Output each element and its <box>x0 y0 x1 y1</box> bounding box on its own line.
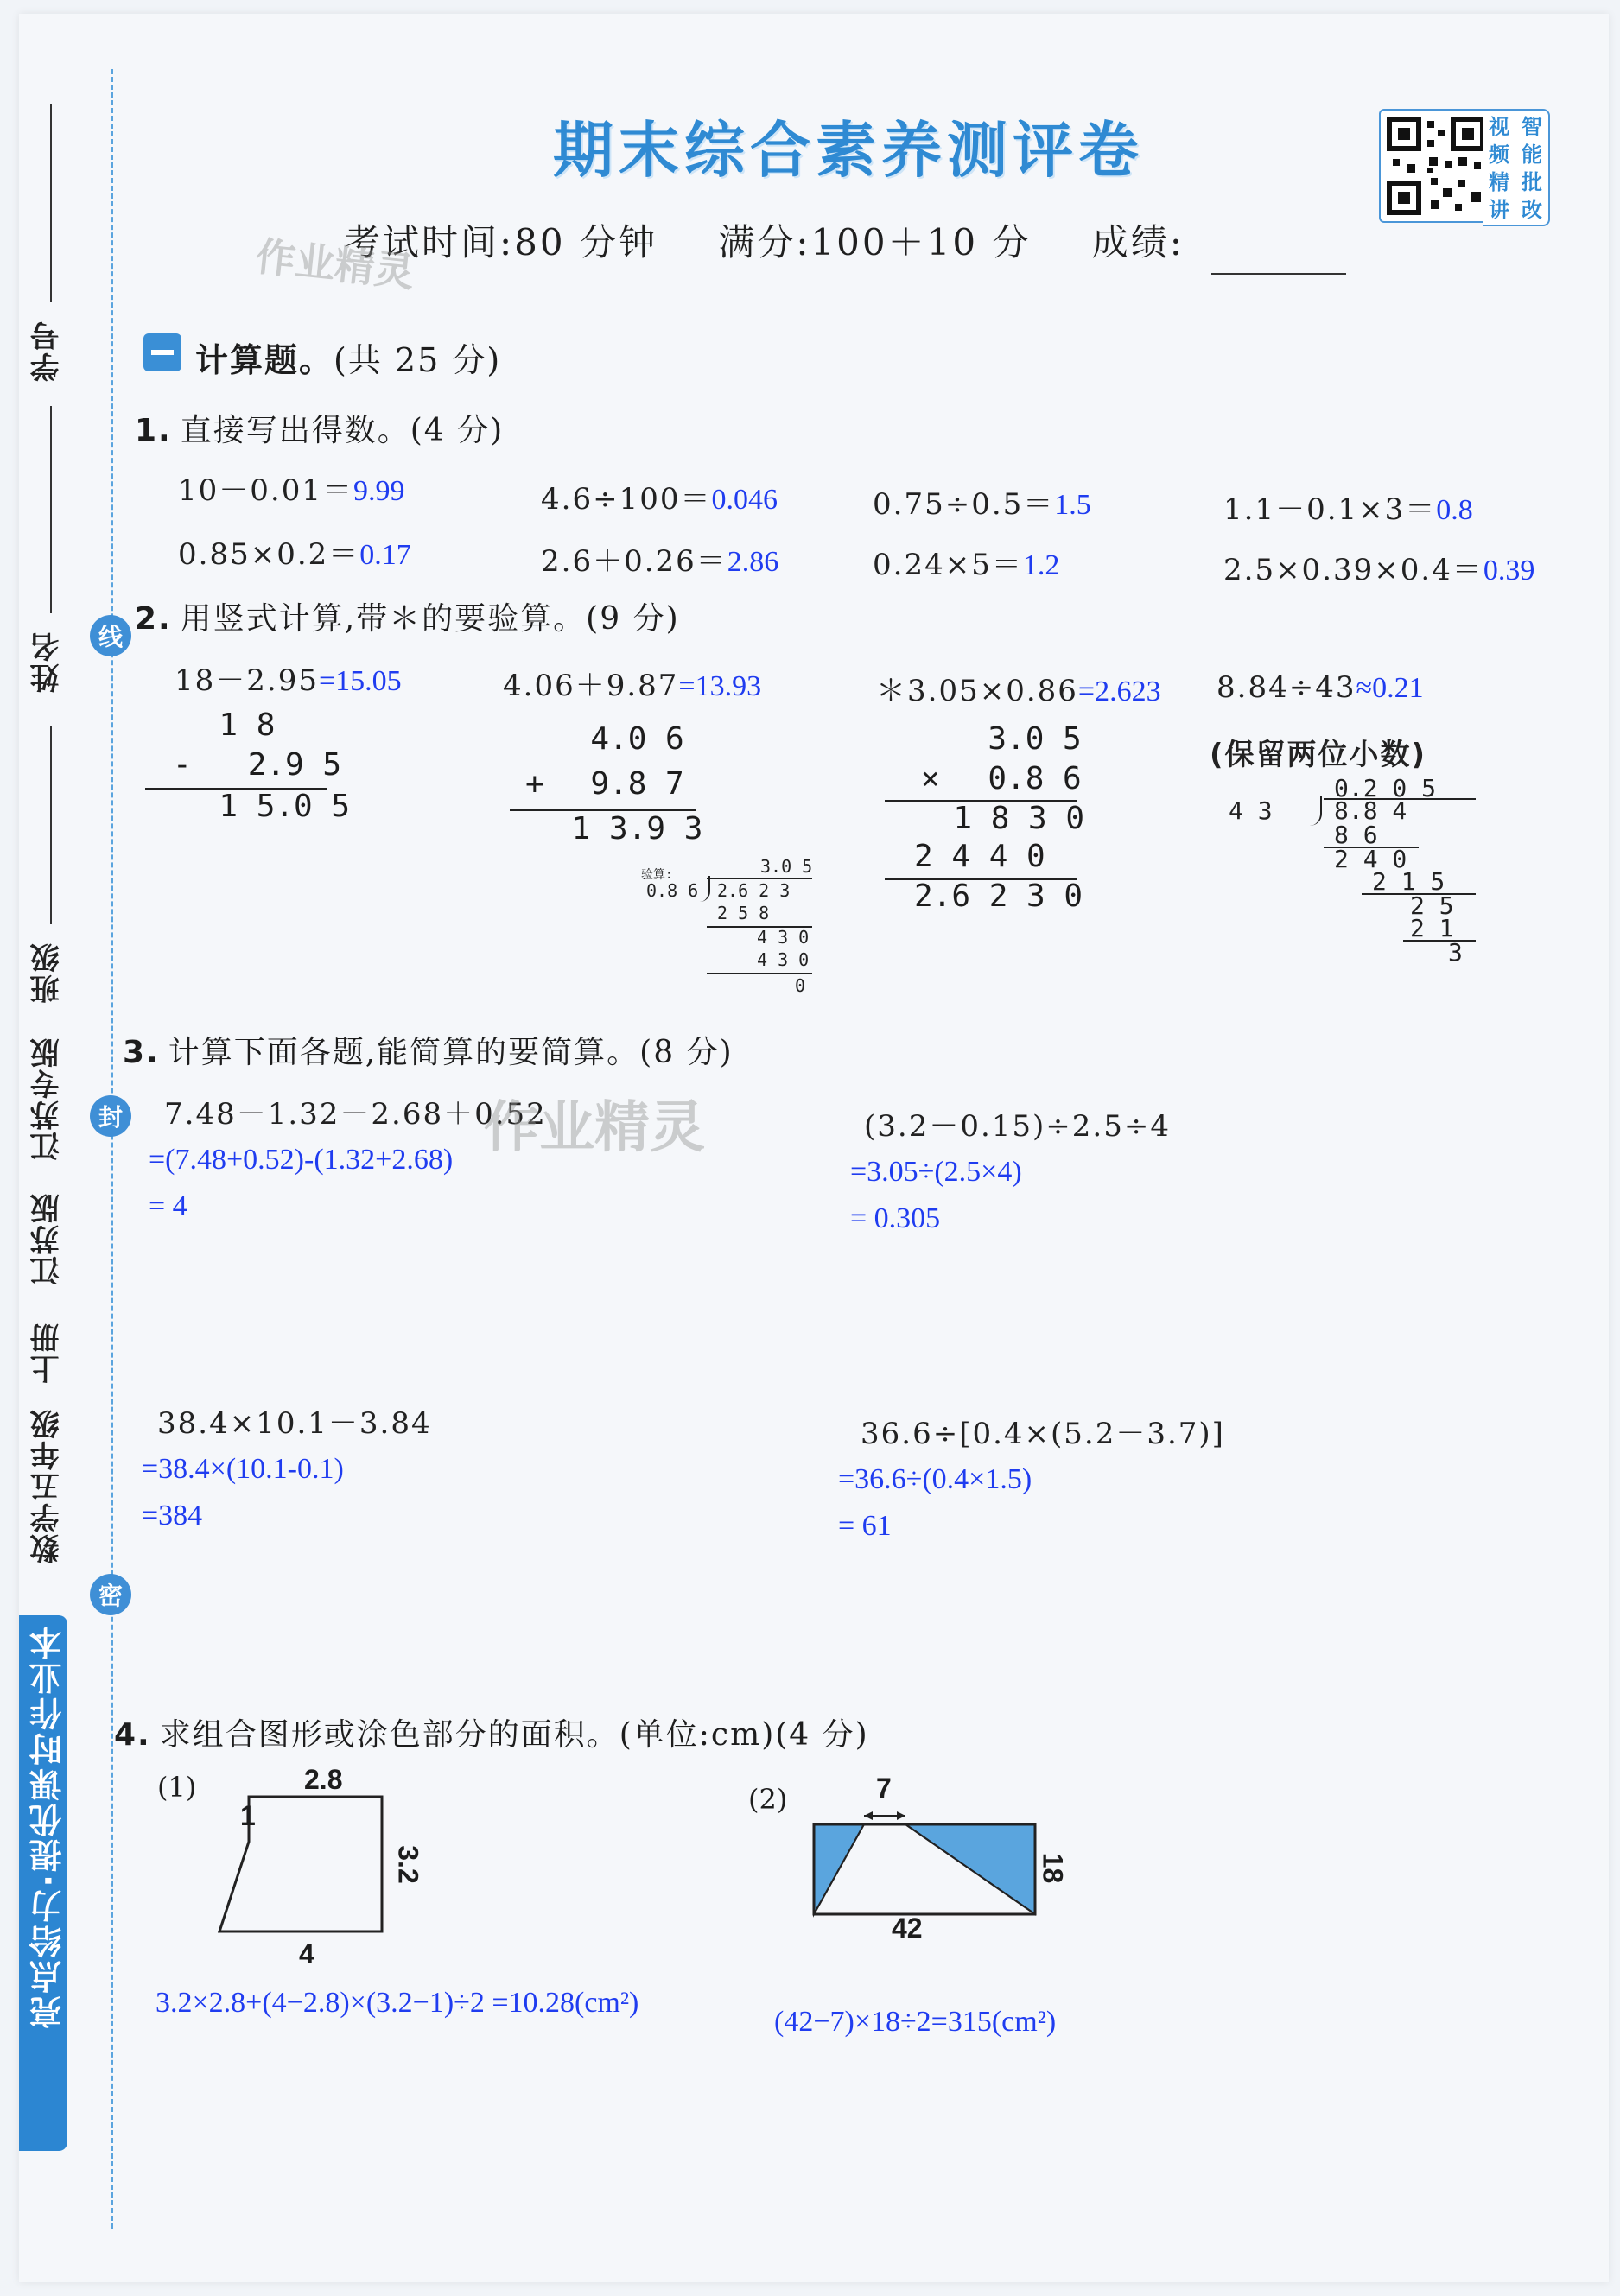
binding-dash-line <box>111 69 113 2229</box>
vertical-calc-2-top: 4.0 6 <box>553 721 684 757</box>
q3-expr: 38.4×10.1－3.84 <box>157 1406 432 1441</box>
vertical-calc-3-top: 3.0 5 <box>950 721 1082 757</box>
vertical-calc-1-top: 1 8 <box>181 707 276 743</box>
q2-text: 用竖式计算,带＊的要验算。(9 分) <box>180 601 680 637</box>
q1-answer: 0.046 <box>711 484 778 516</box>
vertical-calc-2-mid: 9.8 7 <box>553 766 684 802</box>
volume-label: 上册 <box>30 1322 65 1384</box>
qr-tag[interactable] <box>1483 109 1550 226</box>
qr-tag-char: 批 <box>1522 170 1542 194</box>
division-rule <box>1403 940 1476 942</box>
q1-item <box>178 530 411 573</box>
figure-1-top-dim: 2.8 <box>304 1764 343 1795</box>
vertical-calc-2-op: + <box>525 766 544 802</box>
q3-step: = 61 <box>838 1510 892 1542</box>
q3-expr: (3.2－0.15)÷2.5÷4 <box>864 1109 1171 1144</box>
figure-2-bottom-dim: 42 <box>892 1912 923 1944</box>
qr-code-icon[interactable] <box>1379 109 1493 223</box>
q3-step: = 0.305 <box>850 1202 941 1234</box>
q4-number: 4. <box>114 1717 151 1753</box>
q3-step: =384 <box>142 1500 203 1532</box>
division-step: 2 1 <box>1410 914 1454 942</box>
class-label: 班级 <box>30 942 65 1004</box>
q1-item <box>541 475 778 517</box>
figure-1-bottom-dim: 4 <box>299 1938 314 1969</box>
q3-expr: 36.6÷[0.4×(5.2－3.7)] <box>861 1417 1225 1451</box>
q1-expr: 0.24×5＝ <box>873 548 1023 582</box>
name-label: 姓名 <box>30 631 65 693</box>
division-quotient: 0.2 0 5 <box>1334 774 1437 802</box>
q3-step: =3.05÷(2.5×4) <box>850 1156 1022 1188</box>
q2-answer: =15.05 <box>318 665 402 697</box>
edition-label-1: 江苏专版 <box>30 1037 65 1161</box>
student-id-label: 学号 <box>30 320 65 382</box>
figure-2-top-dim: 7 <box>876 1773 892 1804</box>
figure-1-right-dim: 3.2 <box>392 1845 424 1884</box>
vertical-calc-2-result: 1 3.9 3 <box>553 811 703 847</box>
q1-item <box>541 537 778 580</box>
q1-answer: 0.17 <box>359 539 411 571</box>
figure-1-label: (1) <box>157 1771 197 1804</box>
section-title <box>195 333 501 381</box>
page-title: 期末综合素养测评卷 <box>553 115 1144 186</box>
section-number-badge <box>143 333 181 371</box>
qr-tag-char: 智 <box>1522 115 1542 139</box>
figure-1-left-dim: 1 <box>240 1800 256 1831</box>
class-blank <box>50 726 52 924</box>
watermark: 作业精灵 <box>253 232 417 296</box>
score-label: 成绩: <box>1091 221 1185 263</box>
brand-text: 亮点给力·提优课时作业本 <box>29 1624 67 2029</box>
q2-answer: ≈0.21 <box>1356 672 1424 704</box>
vertical-calc-3-op: × <box>921 761 940 796</box>
q2-item <box>503 662 761 704</box>
division-step: 2 1 5 <box>1372 867 1445 896</box>
division-step: 2 5 <box>1410 891 1454 920</box>
qr-tag-char: 视 <box>1489 115 1509 139</box>
q1-item <box>873 480 1091 523</box>
q2-item <box>175 656 402 699</box>
q3-number: 3. <box>123 1035 160 1070</box>
vertical-calc-1-result: 1 5.0 5 <box>181 789 351 824</box>
check-dividend: 2.6 2 3 <box>717 880 791 901</box>
check-step: 2 5 8 <box>717 903 770 923</box>
score-blank[interactable] <box>1211 273 1346 275</box>
figure-1-trapezoid <box>207 1779 415 1952</box>
q1-number: 1. <box>135 413 172 448</box>
q2-rounding-note: (保留两位小数) <box>1210 738 1427 772</box>
grade-label: 数学五年级 <box>30 1408 65 1563</box>
q1-expr: 0.85×0.2＝ <box>178 537 360 572</box>
q4-text: 求组合图形或涂色部分的面积。(单位:cm)(4 分) <box>159 1717 869 1753</box>
edition-label-2: 江苏版 <box>30 1192 65 1285</box>
figure-1-answer: 3.2×2.8+(4−2.8)×(3.2−1)÷2 =10.28(cm²) <box>156 1987 639 2019</box>
full-score: 满分:100＋10 分 <box>718 221 1032 263</box>
figure-2-right-dim: 18 <box>1037 1852 1069 1884</box>
q2-heading <box>135 594 680 638</box>
qr-tag-char: 讲 <box>1489 198 1509 222</box>
qr-tag-char: 能 <box>1522 143 1542 167</box>
qr-tag-char: 改 <box>1522 198 1542 222</box>
figure-2-answer: (42−7)×18÷2=315(cm²) <box>774 2006 1057 2038</box>
q1-item <box>178 466 404 509</box>
q1-expr: 10－0.01＝ <box>178 473 353 508</box>
division-dividend: 8.8 4 <box>1334 796 1407 825</box>
q2-expr: ＊3.05×0.86 <box>876 674 1078 708</box>
name-blank <box>50 406 52 613</box>
vertical-calc-3-partial1: 1 8 3 0 <box>916 801 1085 836</box>
q1-expr: 1.1－0.1×3＝ <box>1223 492 1437 527</box>
q1-item <box>873 541 1059 583</box>
q4-heading <box>114 1710 869 1754</box>
q2-item <box>1217 670 1424 705</box>
division-step: 8 6 <box>1334 821 1378 849</box>
exam-time: 考试时间:80 分钟 <box>344 221 658 263</box>
section-title-text: 计算题。 <box>195 341 334 379</box>
division-divisor: 4 3 <box>1229 796 1273 825</box>
q1-expr: 4.6÷100＝ <box>541 482 712 517</box>
check-step: 4 3 0 <box>757 949 810 970</box>
check-label: 验算: <box>641 868 673 882</box>
q2-expr: 4.06＋9.87 <box>503 669 679 703</box>
seal-seal-marker: 封 <box>90 1095 131 1137</box>
student-id-blank <box>50 104 52 302</box>
q2-expr: 8.84÷43 <box>1217 670 1356 705</box>
vertical-calc-3-mid: 0.8 6 <box>950 761 1082 796</box>
q3-step: =38.4×(10.1-0.1) <box>142 1453 344 1485</box>
seal-line-marker: 线 <box>90 615 131 656</box>
q1-item <box>1223 485 1473 528</box>
q1-expr: 2.5×0.39×0.4＝ <box>1223 553 1483 587</box>
q1-text: 直接写出得数。(4 分) <box>180 413 505 448</box>
check-step: 0 <box>795 975 806 996</box>
figure-2-rectangle <box>804 1797 1045 1926</box>
q3-step: = 4 <box>149 1190 187 1222</box>
vertical-calc-3-result: 2.6 2 3 0 <box>914 878 1083 914</box>
division-remainder: 3 <box>1448 938 1463 967</box>
section-points: (共 25 分) <box>334 341 502 379</box>
q3-expr: 7.48－1.32－2.68＋0.52 <box>164 1097 547 1132</box>
figure-2-label: (2) <box>748 1783 788 1816</box>
check-step: 4 3 0 <box>757 927 810 948</box>
q1-answer: 1.5 <box>1054 489 1091 521</box>
q1-item <box>1223 546 1534 588</box>
q2-item <box>876 667 1161 709</box>
q1-answer: 0.39 <box>1483 555 1535 587</box>
q3-step: =(7.48+0.52)-(1.32+2.68) <box>149 1144 454 1176</box>
exam-info-row <box>344 214 1231 266</box>
q2-answer: =13.93 <box>678 670 762 702</box>
vertical-calc-3-partial2: 2 4 4 0 <box>914 839 1045 874</box>
q3-text: 计算下面各题,能简算的要简算。(8 分) <box>168 1035 734 1070</box>
qr-tag-char: 精 <box>1489 170 1509 194</box>
q2-answer: =2.623 <box>1077 675 1161 707</box>
qr-tag-char: 频 <box>1489 143 1509 167</box>
watermark: 作业精灵 <box>484 1096 705 1160</box>
vertical-calc-1-mid: - 2.9 5 <box>173 747 342 783</box>
q1-answer: 1.2 <box>1022 549 1060 581</box>
q1-expr: 2.6＋0.26＝ <box>541 544 727 579</box>
division-step: 2 4 0 <box>1334 845 1407 873</box>
q1-heading <box>135 406 504 450</box>
check-divisor: 0.8 6 <box>646 880 699 901</box>
q1-answer: 0.8 <box>1436 494 1473 526</box>
check-quotient: 3.0 5 <box>760 856 813 877</box>
seal-dense-marker: 密 <box>90 1574 131 1615</box>
q2-expr: 18－2.95 <box>175 663 319 698</box>
q1-answer: 9.99 <box>353 475 405 507</box>
q2-number: 2. <box>135 601 172 637</box>
q1-answer: 2.86 <box>727 546 779 578</box>
q3-heading <box>123 1028 734 1072</box>
q1-expr: 0.75÷0.5＝ <box>873 487 1055 522</box>
q3-step: =36.6÷(0.4×1.5) <box>838 1463 1032 1495</box>
